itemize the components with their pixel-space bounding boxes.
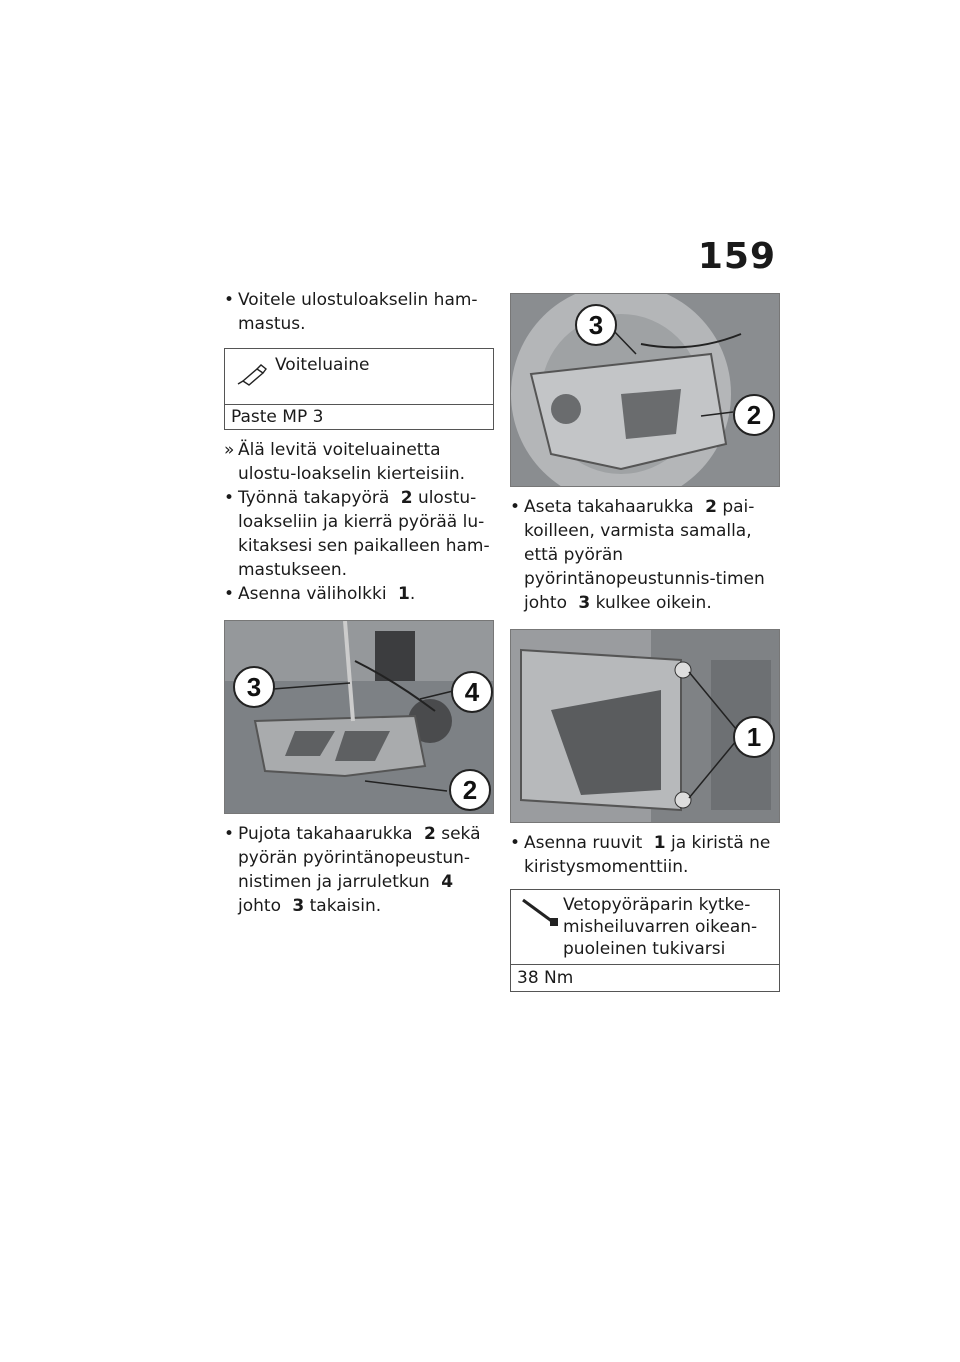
step-text: johto: [238, 896, 281, 916]
left-column: [224, 288, 494, 918]
bullet-icon: •: [510, 833, 521, 853]
step-lubricate: [224, 288, 494, 336]
swingarm-photo-left: [224, 620, 494, 814]
lubricant-value: Paste MP 3: [231, 407, 324, 427]
note-arrow-icon: »: [224, 440, 235, 460]
bullet-icon: •: [224, 488, 235, 508]
step-text: ulostu-loakseliin ja kierrä pyörää lu-kitaksesi sen paikalleen ham-mastukseen.: [238, 488, 490, 580]
step-text: kulkee oikein.: [595, 593, 712, 613]
bullet-icon: •: [224, 824, 235, 844]
note-no-threads: [224, 438, 494, 486]
step-text: Voitele ulostuloakselin ham-mastus.: [238, 290, 478, 334]
bullet-icon: •: [224, 584, 235, 604]
lubricant-table: [224, 348, 494, 430]
reference-number: 3: [578, 593, 591, 613]
lubricant-label: Voiteluaine: [275, 355, 370, 375]
reference-number: 1: [397, 584, 410, 604]
step-thread-swingarm: [224, 822, 494, 918]
step-text: Pujota takahaarukka: [238, 824, 413, 844]
step-text: takaisin.: [309, 896, 382, 916]
step-text: Aseta takahaarukka: [524, 497, 694, 517]
callout-2: 2: [733, 394, 775, 436]
step-text: sekä pyörän pyörintänopeustun-nistimen ja jarruletkun: [238, 824, 481, 892]
reference-number: 4: [441, 872, 454, 892]
bullet-icon: •: [510, 497, 521, 517]
reference-number: 1: [653, 833, 666, 853]
callout-1: 1: [733, 716, 775, 758]
reference-number: 2: [705, 497, 717, 517]
lubricant-tube-icon: [235, 363, 269, 387]
step-text: Työnnä takapyörä: [238, 488, 390, 508]
reference-number: 3: [292, 896, 305, 916]
reference-number: 2: [400, 488, 413, 508]
callout-4: 4: [451, 671, 493, 713]
torque-wrench-icon: [519, 896, 563, 930]
torque-value: 38 Nm: [517, 968, 574, 988]
swingarm-photo-right-bottom: [510, 629, 780, 823]
lubricant-table-header: [225, 349, 493, 405]
step-push-wheel: [224, 486, 494, 582]
callout-2: 2: [449, 769, 491, 811]
step-position-swingarm: [510, 495, 780, 615]
callout-3: 3: [233, 666, 275, 708]
step-install-bolts: [510, 831, 780, 879]
step-text: pai-koilleen, varmista samalla, että pyörän pyörintänopeustunnis-timen johto: [524, 497, 765, 613]
right-column: [510, 293, 780, 992]
wheel-drawing: [511, 294, 779, 486]
step-text: ja kiristä ne kiristysmomenttiin.: [524, 833, 771, 877]
swingarm-photo-right-top: [510, 293, 780, 487]
torque-table-header: [511, 890, 779, 965]
bullet-icon: •: [224, 290, 235, 310]
torque-spec-label: Vetopyöräparin kytke-misheiluvarren oikean-puoleinen tukivarsi: [563, 895, 758, 959]
step-text: Asenna ruuvit: [524, 833, 643, 853]
callout-3: 3: [575, 304, 617, 346]
page-number: 159: [697, 236, 776, 277]
note-text: Älä levitä voiteluainetta ulostu-loakselin kierteisiin.: [238, 440, 466, 484]
step-text-end: .: [409, 584, 416, 604]
step-install-spacer: [224, 582, 494, 606]
torque-table: [510, 889, 780, 992]
reference-number: 2: [423, 824, 436, 844]
step-text: Asenna väliholkki: [238, 584, 387, 604]
